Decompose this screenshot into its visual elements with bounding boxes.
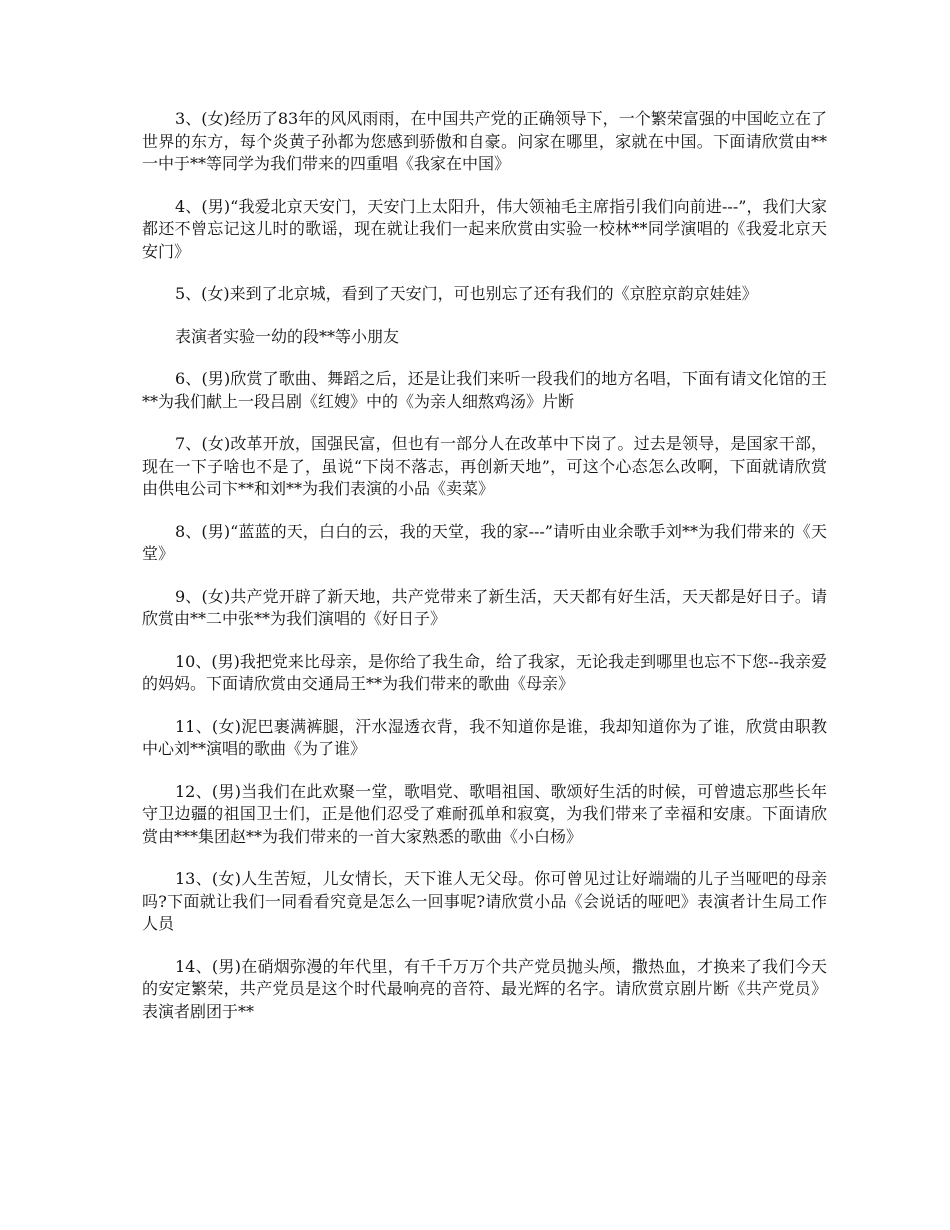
paragraph-item-9: 9、(女)共产党开辟了新天地，共产党带来了新生活，天天都有好生活，天天都是好日子。请欣赏由**二中张**为我们演唱的《好日子》	[142, 586, 827, 628]
paragraph-item-6: 6、(男)欣赏了歌曲、舞蹈之后，还是让我们来听一段我们的地方名唱，下面有请文化馆的王**为我们献上一段吕剧《红嫂》中的《为亲人细熬鸡汤》片断	[142, 369, 827, 411]
paragraph-item-11: 11、(女)泥巴裹满裤腿，汗水湿透衣背，我不知道你是谁，我却知道你为了谁，欣赏由职教中心刘**演唱的歌曲《为了谁》	[142, 716, 827, 758]
paragraph-item-13: 13、(女)人生苦短，儿女情长，天下谁人无父母。你可曾见过让好端端的儿子当哑吧的母亲吗?下面就让我们一同看看究竟是怎么一回事呢?请欣赏小品《会说话的哑吧》表演者计生局工作人员	[142, 869, 827, 933]
paragraph-item-4: 4、(男)“我爱北京天安门，天安门上太阳升，伟大领袖毛主席指引我们向前进---”，我们大家都还不曾忘记这儿时的歌谣，现在就让我们一起来欣赏由实验一校林**同学演唱的《我爱北京天安门》	[142, 196, 827, 261]
document-body	[142, 108, 827, 1043]
paragraph-item-10: 10、(男)我把党来比母亲，是你给了我生命，给了我家，无论我走到哪里也忘不下您--我亲爱的妈妈。下面请欣赏由交通局王**为我们带来的歌曲《母亲》	[142, 651, 827, 693]
paragraph-item-12: 12、(男)当我们在此欢聚一堂，歌唱党、歌唱祖国、歌颂好生活的时候，可曾遗忘那些长年守卫边疆的祖国卫士们，正是他们忍受了难耐孤单和寂寞，为我们带来了幸福和安康。下面请欣赏由***集团赵**为我们带来的一首大家熟悉的歌曲《小白杨》	[142, 781, 827, 846]
paragraph-item-5: 5、(女)来到了北京城，看到了天安门，可也别忘了还有我们的《京腔京韵京娃娃》	[175, 284, 758, 303]
paragraph-item-7: 7、(女)改革开放，国强民富，但也有一部分人在改革中下岗了。过去是领导，是国家干部，现在一下子啥也不是了，虽说“下岗不落志，再创新天地”，可这个心态怎么改啊，下面就请欣赏由供电公司卞**和刘**为我们表演的小品《卖菜》	[142, 434, 827, 498]
paragraph-item-8: 8、(男)“蓝蓝的天，白白的云，我的天堂，我的家---”请听由业余歌手刘**为我们带来的《天堂》	[142, 521, 827, 563]
paragraph-item-3: 3、(女)经历了83年的风风雨雨，在中国共产党的正确领导下，一个繁荣富强的中国屹立在了世界的东方，每个炎黄子孙都为您感到骄傲和自豪。问家在哪里，家就在中国。下面请欣赏由**一中于**等同学为我们带来的四重唱《我家在中国》	[142, 109, 827, 173]
paragraph-item-14: 14、(男)在硝烟弥漫的年代里，有千千万万个共产党员抛头颅，撒热血，才换来了我们今天的安定繁荣，共产党员是这个时代最响亮的音符、最光辉的名字。请欣赏京剧片断《共产党员》表演者剧团于**	[142, 956, 827, 1021]
paragraph-performer-note: 表演者实验一幼的段**等小朋友	[175, 326, 400, 346]
